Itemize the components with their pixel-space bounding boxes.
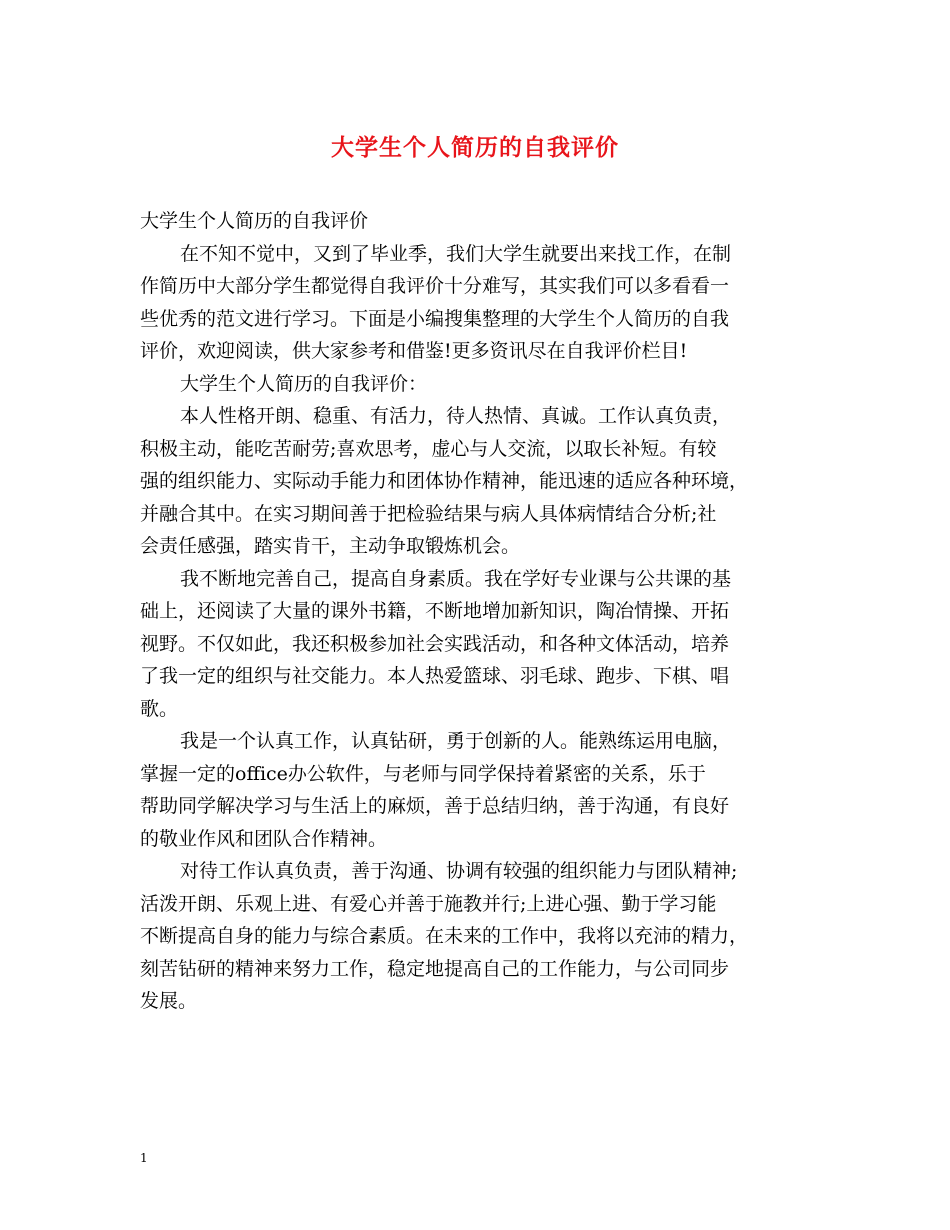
subtitle-paragraph: 大学生个人简历的自我评价 bbox=[140, 210, 369, 232]
page-number: 1 bbox=[140, 1151, 148, 1165]
body-paragraph: 本人性格开朗、稳重、有活力，待人热情、真诚。工作认真负责， 积极主动，能吃苦耐劳;喜欢思考，虚心与人交流，以取长补短。有较 强的组织能力、实际动手能力和团体协作精神，能迅速的适应各种环境， 并融合其中。在实习期间善于把检验结果与病人具体病情结合分析;社 会责任感强，踏实肯干，主动争取锻炼机会。 bbox=[140, 405, 749, 557]
intro-paragraph: 在不知不觉中，又到了毕业季，我们大学生就要出来找工作，在制 作简历中大部分学生都觉得自我评价十分难写，其实我们可以多看看一 些优秀的范文进行学习。下面是小编搜集整理的大学生个人简历的自我 评价，欢迎阅读，供大家参考和借鉴!更多资讯尽在自我评价栏目! bbox=[140, 242, 732, 362]
body-paragraph: 我是一个认真工作，认真钻研，勇于创新的人。能熟练运用电脑， 掌握一定的office办公软件，与老师与同学保持着紧密的关系，乐于 帮助同学解决学习与生活上的麻烦，善于总结归纳，善于沟通，有良好 的敬业作风和团队合作精神。 bbox=[140, 730, 732, 850]
section-heading-paragraph: 大学生个人简历的自我评价： bbox=[180, 372, 428, 395]
body-paragraph: 我不断地完善自己，提高自身素质。我在学好专业课与公共课的基 础上，还阅读了大量的课外书籍，不断地增加新知识，陶冶情操、开拓 视野。不仅如此，我还积极参加社会实践活动，和各种文体活动，培养 了我一定的组织与社交能力。本人热爱篮球、羽毛球、跑步、下棋、唱 歌。 bbox=[140, 567, 732, 720]
document-body bbox=[140, 205, 826, 1018]
document-title: 大学生个人简历的自我评价 bbox=[331, 135, 619, 161]
body-paragraph: 对待工作认真负责，善于沟通、协调有较强的组织能力与团队精神; 活泼开朗、乐观上进、有爱心并善于施教并行;上进心强、勤于学习能 不断提高自身的能力与综合素质。在未来的工作中，我将以充沛的精力， 刻苦钻研的精神来努力工作，稳定地提高自己的工作能力，与公司同步 发展。 bbox=[140, 860, 749, 1012]
